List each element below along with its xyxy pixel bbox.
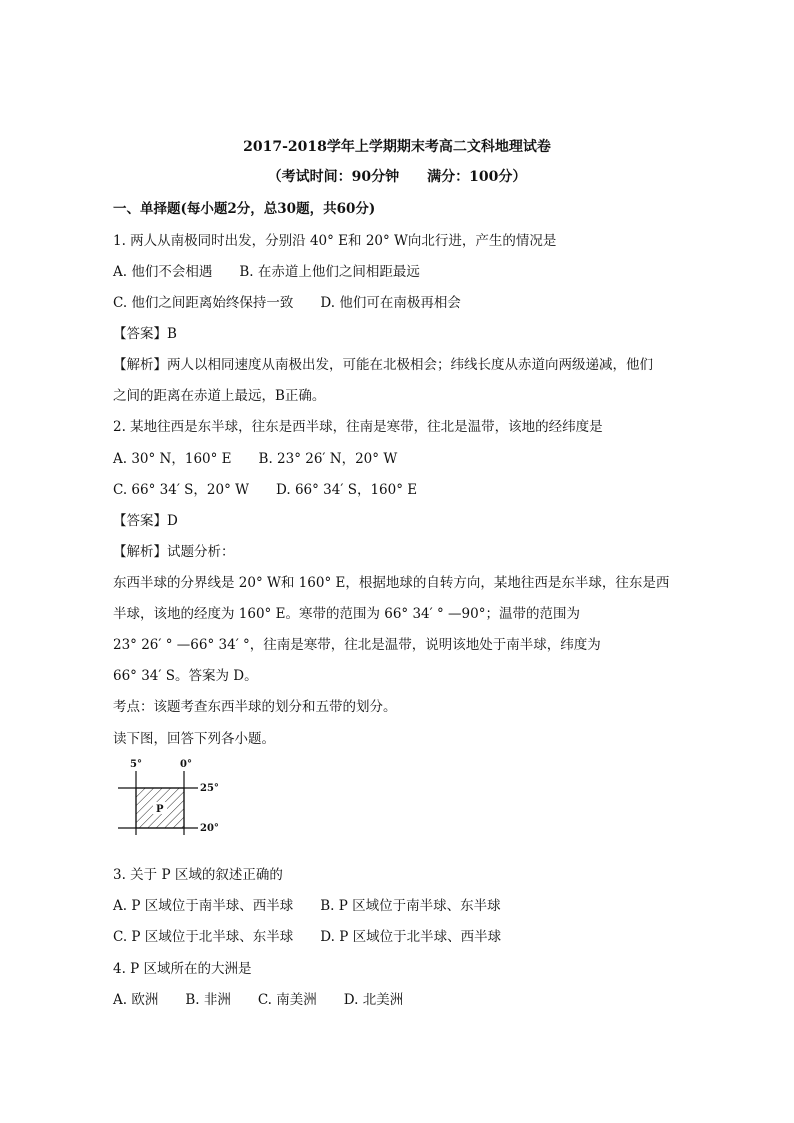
lat-lon-grid-diagram <box>108 757 238 837</box>
q2-analysis-line-4: 66° 34′ S。答案为 D。 <box>113 668 258 684</box>
q2-answer: 【答案】D <box>113 513 178 529</box>
label-lat-top: 25° <box>200 783 219 794</box>
q4-stem: 4. P 区域所在的大洲是 <box>113 961 252 977</box>
label-lon-left: 5° <box>130 759 142 770</box>
section-heading: 一、单择题(每小题2分，总30题，共60分) <box>113 201 376 217</box>
q3-stem: 3. 关于 P 区域的叙述正确的 <box>113 867 283 883</box>
q3-options-cd: C. P 区域位于北半球、东半球 D. P 区域位于北半球、西半球 <box>113 929 502 945</box>
exam-subtitle: （考试时间：90分钟 满分：100分） <box>267 169 527 185</box>
q1-answer: 【答案】B <box>113 326 177 342</box>
q2-options-ab: A. 30° N，160° E B. 23° 26′ N，20° W <box>113 451 398 467</box>
q4-options: A. 欧洲 B. 非洲 C. 南美洲 D. 北美洲 <box>113 992 404 1008</box>
q1-options-cd: C. 他们之间距离始终保持一致 D. 他们可在南极再相会 <box>113 295 461 311</box>
q1-analysis-line-1: 【解析】两人以相同速度从南极出发，可能在北极相会；纬线长度从赤道向两级递减，他们 <box>113 357 653 373</box>
q2-analysis-line-1: 东西半球的分界线是 20° W和 160° E，根据地球的自转方向，某地往西是东半球，往东是西 <box>113 575 670 591</box>
q1-analysis-line-2: 之间的距离在赤道上最远，B正确。 <box>113 388 326 404</box>
q3-options-ab: A. P 区域位于南半球、西半球 B. P 区域位于南半球、东半球 <box>113 898 501 914</box>
q2-analysis-head: 【解析】试题分析： <box>113 544 235 560</box>
label-lon-right: 0° <box>180 759 192 770</box>
q2-analysis-line-2: 半球，该地的经度为 160° E。寒带的范围为 66° 34′ ° —90°；温带的范围为 <box>113 606 580 622</box>
q1-options-ab: A. 他们不会相遇 B. 在赤道上他们之间相距最远 <box>113 264 420 280</box>
q1-stem: 1. 两人从南极同时出发，分别沿 40° E和 20° W向北行进，产生的情况是 <box>113 233 557 249</box>
q2-options-cd: C. 66° 34′ S，20° W D. 66° 34′ S，160° E <box>113 482 418 498</box>
q2-stem: 2. 某地往西是东半球，往东是西半球，往南是寒带，往北是温带，该地的经纬度是 <box>113 419 603 435</box>
label-lat-bottom: 20° <box>200 823 219 834</box>
read-prompt: 读下图，回答下列各小题。 <box>113 731 275 747</box>
q2-kaodian: 考点：该题考查东西半球的划分和五带的划分。 <box>113 699 397 715</box>
label-region-p: P <box>156 804 164 815</box>
q2-analysis-line-3: 23° 26′ ° —66° 34′ °，往南是寒带，往北是温带，说明该地处于南半球，纬度为 <box>113 637 601 653</box>
exam-title: 2017-2018学年上学期期末考高二文科地理试卷 <box>243 139 551 155</box>
